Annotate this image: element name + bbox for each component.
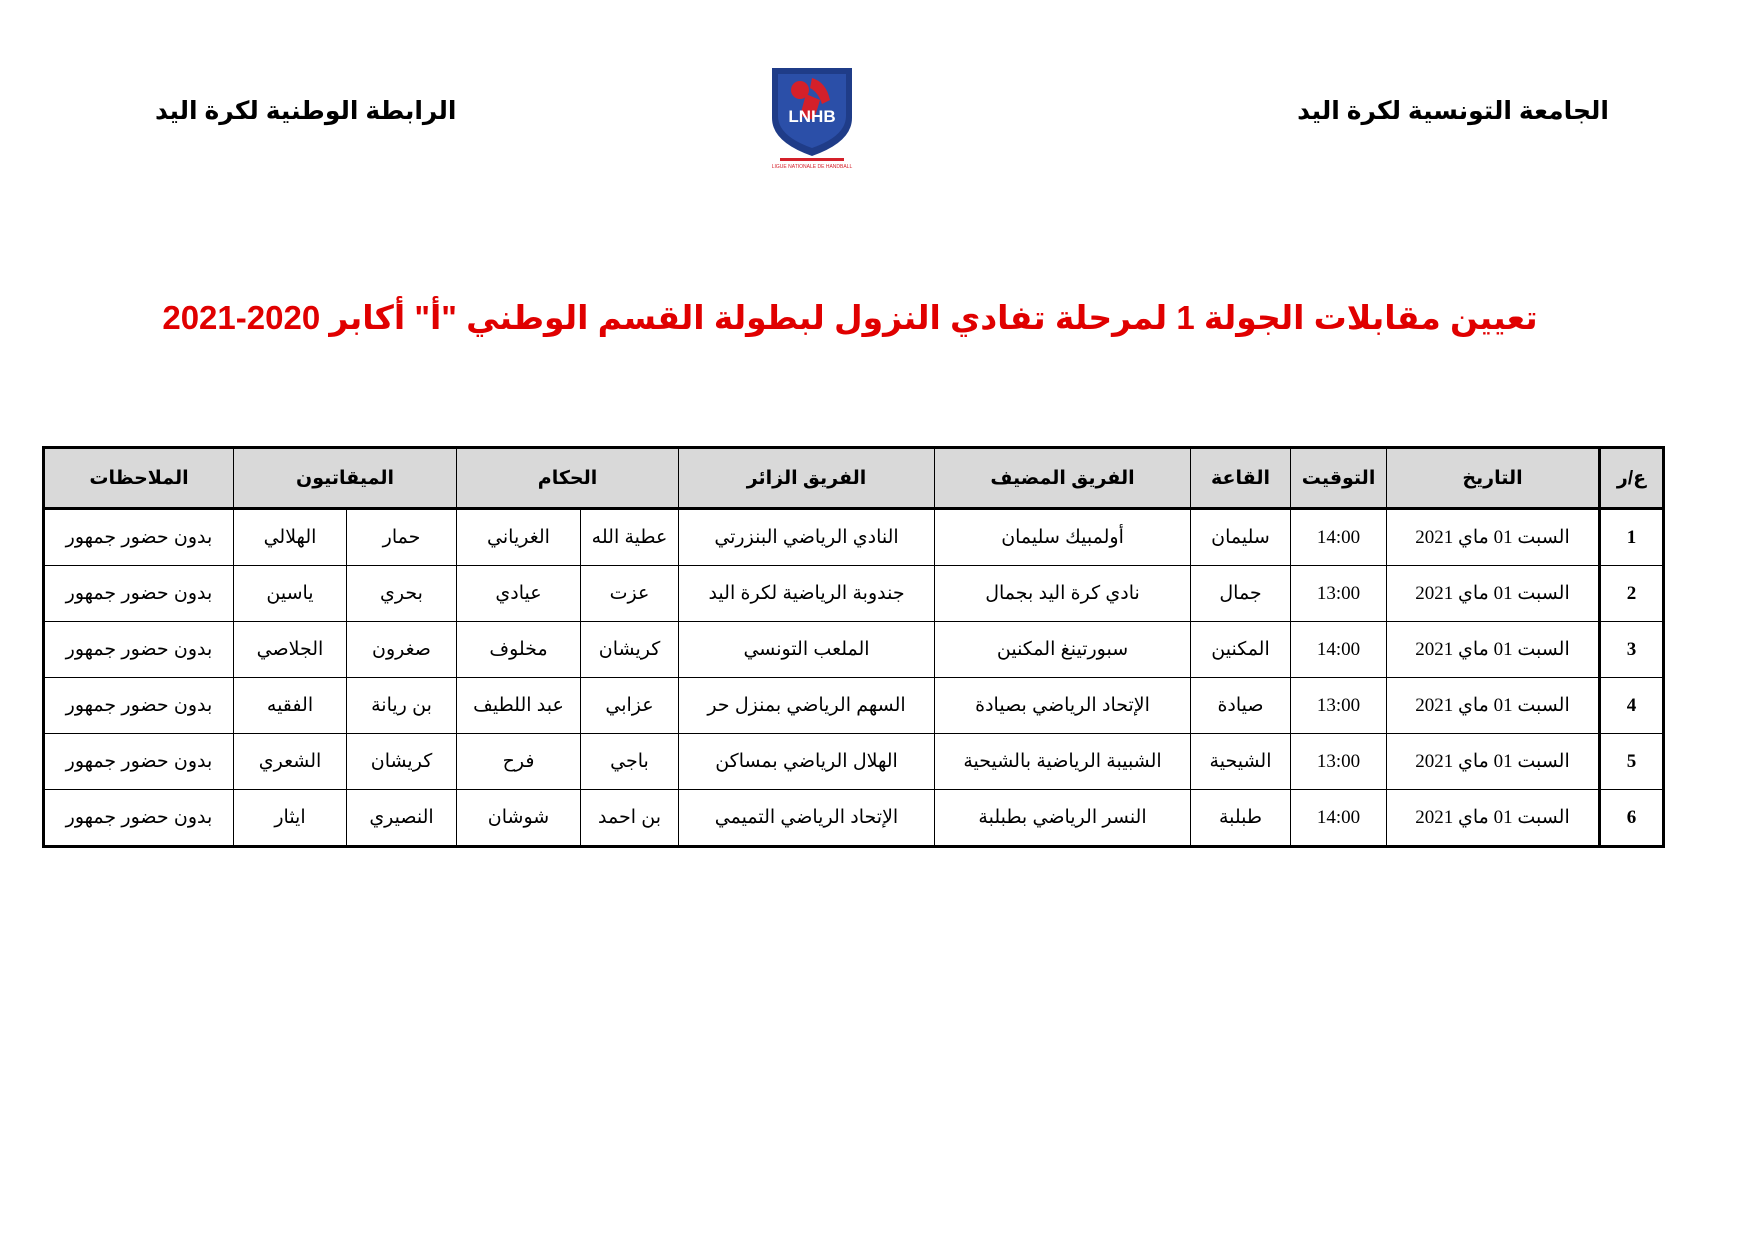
row-referee-2: شوشان [457, 790, 581, 847]
table-row [44, 734, 1664, 790]
row-num: 5 [1600, 734, 1664, 790]
row-host: النسر الرياضي بطبلبة [935, 790, 1191, 847]
row-timekeeper-2: الهلالي [234, 509, 347, 566]
row-date: السبت 01 ماي 2021 [1387, 790, 1600, 847]
svg-text:LIGUE NATIONALE DE HANDBALL: LIGUE NATIONALE DE HANDBALL [771, 164, 853, 170]
row-date: السبت 01 ماي 2021 [1387, 566, 1600, 622]
row-hall: سليمان [1191, 509, 1291, 566]
table-row [44, 622, 1664, 678]
header-num: ع/ر [1600, 448, 1664, 509]
header-date: التاريخ [1387, 448, 1600, 509]
row-date: السبت 01 ماي 2021 [1387, 622, 1600, 678]
lnhb-logo [760, 60, 864, 170]
row-num: 3 [1600, 622, 1664, 678]
row-referee-2: الغرياني [457, 509, 581, 566]
row-host: الإتحاد الرياضي بصيادة [935, 678, 1191, 734]
row-timekeeper-1: صغرون [347, 622, 457, 678]
row-time: 14:00 [1291, 509, 1387, 566]
row-timekeeper-2: ياسين [234, 566, 347, 622]
header-hall: القاعة [1191, 448, 1291, 509]
row-timekeeper-1: بحري [347, 566, 457, 622]
row-referee-1: بن احمد [581, 790, 679, 847]
row-host: الشبيبة الرياضية بالشيحية [935, 734, 1191, 790]
row-notes: بدون حضور جمهور [44, 734, 234, 790]
table-row [44, 790, 1664, 847]
row-timekeeper-2: الجلاصي [234, 622, 347, 678]
row-hall: جمال [1191, 566, 1291, 622]
row-timekeeper-1: النصيري [347, 790, 457, 847]
row-referee-1: باجي [581, 734, 679, 790]
schedule-table [42, 446, 1665, 848]
table-header-row [44, 448, 1664, 509]
row-num: 1 [1600, 509, 1664, 566]
row-num: 4 [1600, 678, 1664, 734]
row-host: نادي كرة اليد بجمال [935, 566, 1191, 622]
row-referee-2: عبد اللطيف [457, 678, 581, 734]
header-timekeepers: الميقاتيون [234, 448, 457, 509]
row-host: سبورتينغ المكنين [935, 622, 1191, 678]
row-date: السبت 01 ماي 2021 [1387, 509, 1600, 566]
row-notes: بدون حضور جمهور [44, 622, 234, 678]
row-timekeeper-1: حمار [347, 509, 457, 566]
row-hall: الشيحية [1191, 734, 1291, 790]
row-time: 13:00 [1291, 734, 1387, 790]
header-referees: الحكام [457, 448, 679, 509]
table-row [44, 678, 1664, 734]
row-timekeeper-1: بن ريانة [347, 678, 457, 734]
row-time: 13:00 [1291, 566, 1387, 622]
row-visitor: الهلال الرياضي بمساكن [679, 734, 935, 790]
row-referee-1: عطية الله [581, 509, 679, 566]
header-visitor: الفريق الزائر [679, 448, 935, 509]
federation-name: الجامعة التونسية لكرة اليد [1297, 97, 1609, 125]
row-hall: صيادة [1191, 678, 1291, 734]
svg-text:LNHB: LNHB [788, 107, 836, 126]
row-visitor: جندوبة الرياضية لكرة اليد [679, 566, 935, 622]
row-timekeeper-2: الفقيه [234, 678, 347, 734]
row-date: السبت 01 ماي 2021 [1387, 734, 1600, 790]
row-referee-2: عيادي [457, 566, 581, 622]
row-referee-2: مخلوف [457, 622, 581, 678]
league-name: الرابطة الوطنية لكرة اليد [155, 97, 457, 125]
row-date: السبت 01 ماي 2021 [1387, 678, 1600, 734]
row-hall: المكنين [1191, 622, 1291, 678]
table-row [44, 566, 1664, 622]
row-visitor: الملعب التونسي [679, 622, 935, 678]
row-timekeeper-1: كريشان [347, 734, 457, 790]
row-timekeeper-2: الشعري [234, 734, 347, 790]
row-num: 2 [1600, 566, 1664, 622]
row-time: 14:00 [1291, 622, 1387, 678]
row-referee-2: فرح [457, 734, 581, 790]
row-hall: طبلبة [1191, 790, 1291, 847]
row-time: 13:00 [1291, 678, 1387, 734]
row-time: 14:00 [1291, 790, 1387, 847]
row-notes: بدون حضور جمهور [44, 509, 234, 566]
row-num: 6 [1600, 790, 1664, 847]
header-notes: الملاحظات [44, 448, 234, 509]
row-referee-1: كريشان [581, 622, 679, 678]
header-host: الفريق المضيف [935, 448, 1191, 509]
lnhb-logo-icon [760, 60, 864, 170]
row-referee-1: عزابي [581, 678, 679, 734]
row-referee-1: عزت [581, 566, 679, 622]
row-notes: بدون حضور جمهور [44, 678, 234, 734]
table-row [44, 509, 1664, 566]
row-notes: بدون حضور جمهور [44, 790, 234, 847]
header-time: التوقيت [1291, 448, 1387, 509]
row-notes: بدون حضور جمهور [44, 566, 234, 622]
row-visitor: الإتحاد الرياضي التميمي [679, 790, 935, 847]
row-host: أولمبيك سليمان [935, 509, 1191, 566]
row-timekeeper-2: ايثار [234, 790, 347, 847]
row-visitor: السهم الرياضي بمنزل حر [679, 678, 935, 734]
page-title: تعيين مقابلات الجولة 1 لمرحلة تفادي النزول لبطولة القسم الوطني "أ" أكابر 2020-2021 [162, 299, 1538, 336]
row-visitor: النادي الرياضي البنزرتي [679, 509, 935, 566]
